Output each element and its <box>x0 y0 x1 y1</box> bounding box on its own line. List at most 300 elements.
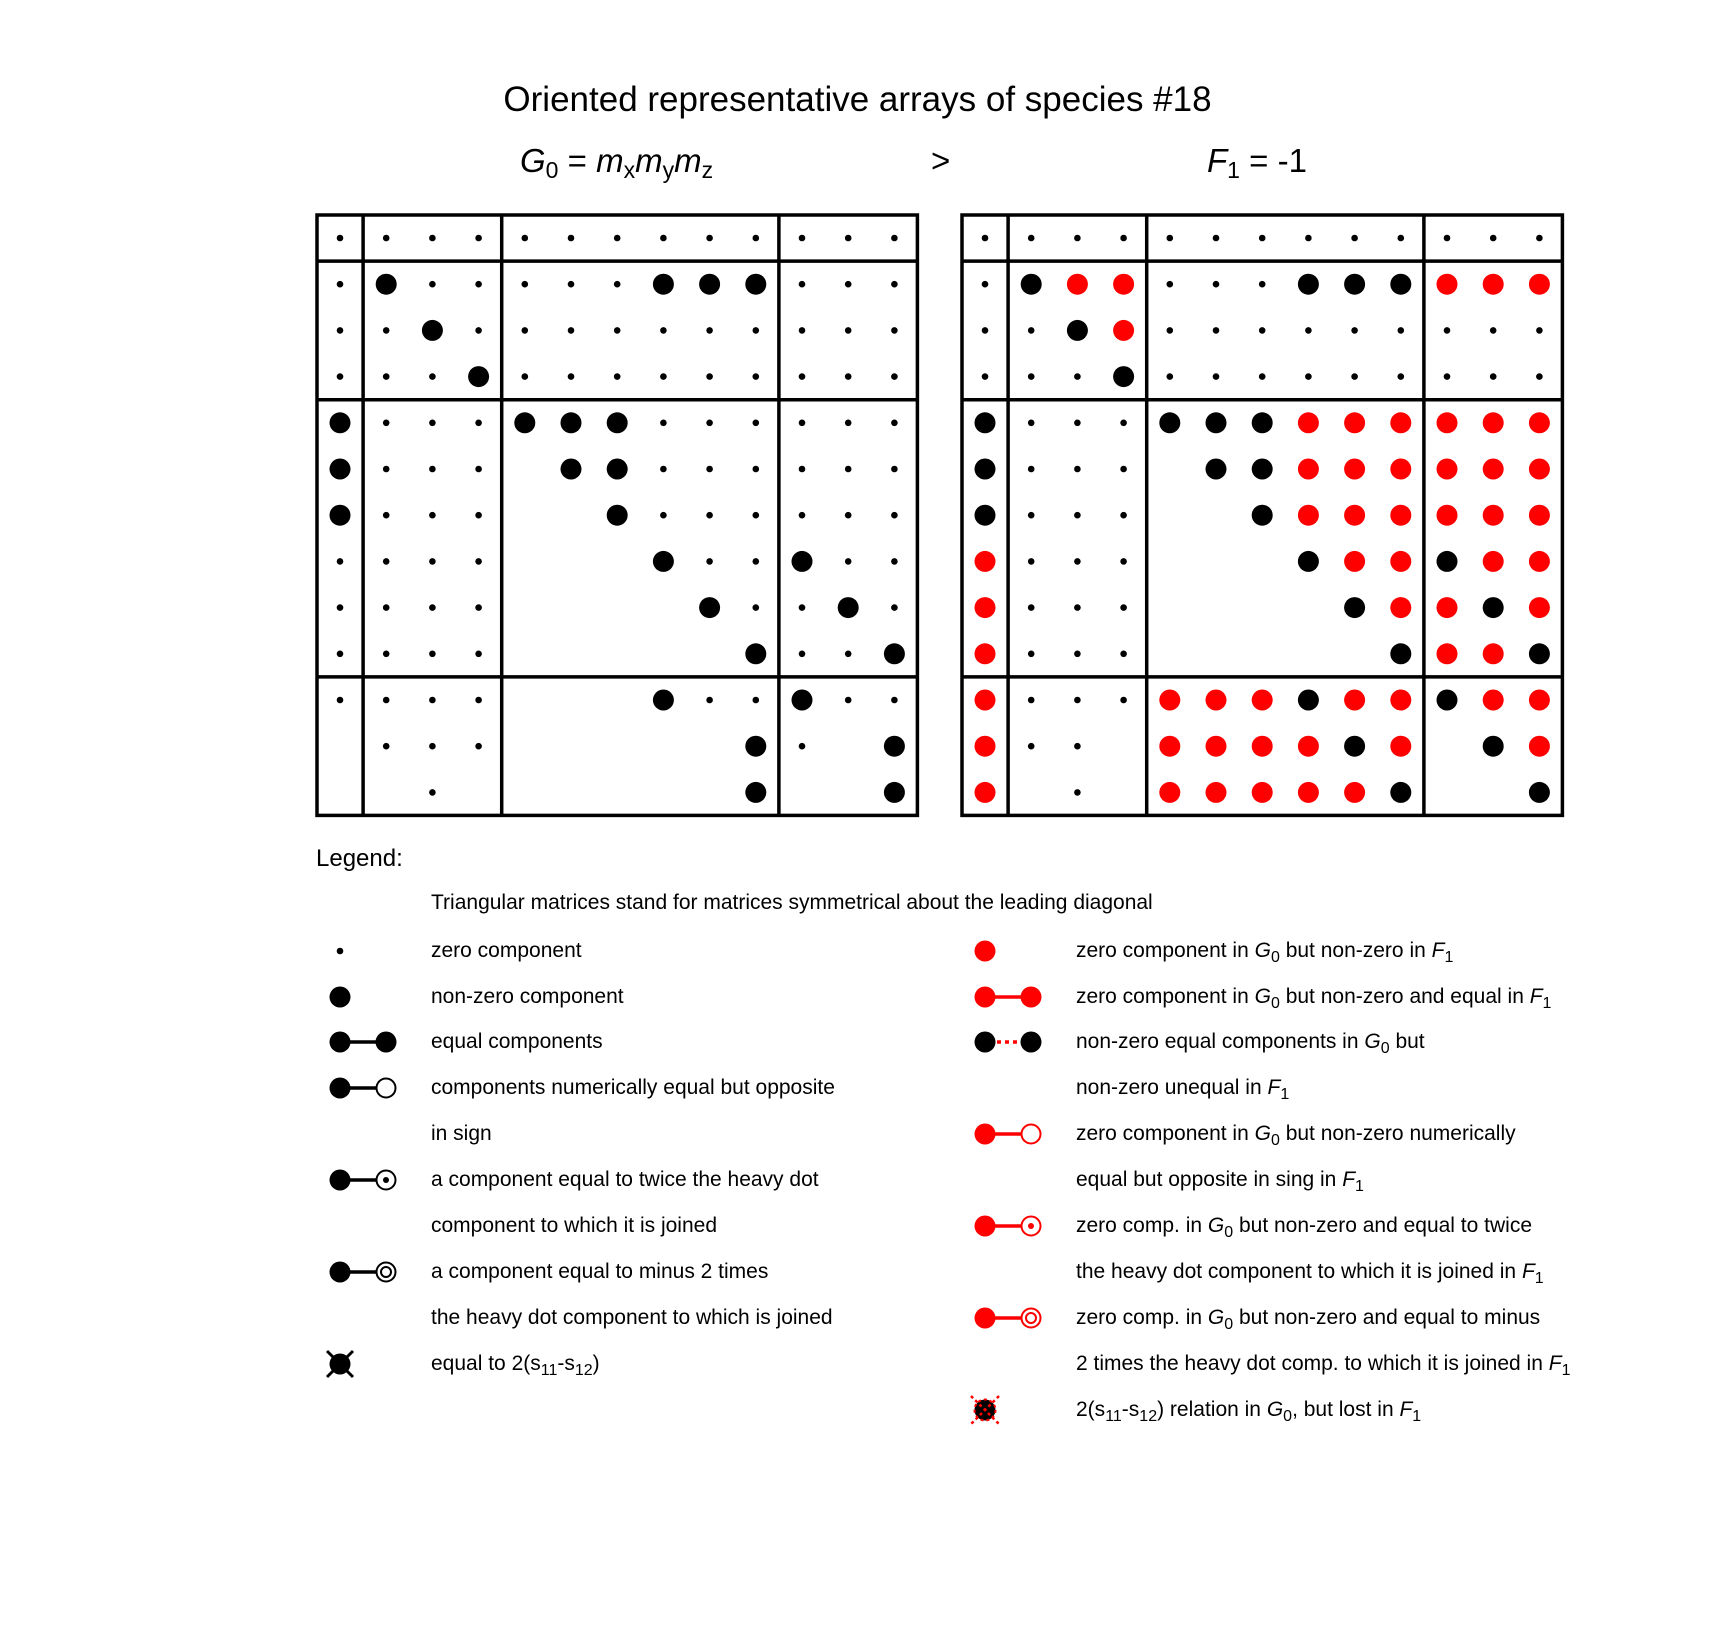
left-matrix-nonzero-cell <box>884 736 905 757</box>
right-matrix-red-cell <box>1483 690 1504 711</box>
left-matrix-zero-cell <box>383 743 390 750</box>
left-matrix-zero-cell <box>337 281 344 288</box>
left-matrix-zero-cell <box>475 466 482 473</box>
red-dot-icon <box>975 941 996 962</box>
left-matrix-zero-cell <box>337 697 344 704</box>
left-matrix-zero-cell <box>522 373 529 380</box>
right-matrix-nonzero-cell <box>1437 690 1458 711</box>
twice-icon <box>383 1177 389 1183</box>
left-matrix-nonzero-cell <box>607 459 628 480</box>
right-matrix-zero-cell <box>1074 604 1081 611</box>
left-matrix-zero-cell <box>475 651 482 658</box>
right-matrix-red-cell <box>1206 690 1227 711</box>
right-matrix-zero-cell <box>1490 373 1497 380</box>
right-matrix-zero-cell <box>1074 235 1081 242</box>
left-matrix-nonzero-cell <box>561 459 582 480</box>
left-matrix-nonzero-cell <box>330 505 351 526</box>
right-matrix-nonzero-cell <box>1113 366 1134 387</box>
legend-right-text: $2(s_{11}-s_{12})$ relation in $G_0$, but lost in $F_1$ <box>1076 1398 1422 1425</box>
left-matrix-zero-cell <box>429 281 436 288</box>
right-matrix-nonzero-cell <box>1437 551 1458 572</box>
right-matrix-zero-cell <box>1167 373 1174 380</box>
right-matrix-zero-cell <box>1398 373 1405 380</box>
left-matrix-zero-cell <box>706 466 713 473</box>
right-matrix-nonzero-cell <box>1529 782 1550 803</box>
right-matrix-zero-cell <box>1444 373 1451 380</box>
right-matrix-zero-cell <box>1028 373 1035 380</box>
right-matrix-zero-cell <box>1120 235 1127 242</box>
right-matrix-red-cell <box>1437 459 1458 480</box>
left-matrix-zero-cell <box>799 466 806 473</box>
left-matrix-zero-cell <box>568 327 575 334</box>
right-matrix-red-cell <box>1390 597 1411 618</box>
right-matrix-red-cell <box>1344 690 1365 711</box>
red-equal-icon <box>1021 987 1042 1008</box>
heavy-dot-icon <box>330 987 351 1008</box>
right-matrix-zero-cell <box>1444 327 1451 334</box>
red-minus-two-times-icon <box>1026 1313 1036 1323</box>
left-matrix-zero-cell <box>568 235 575 242</box>
right-matrix-nonzero-cell <box>1390 274 1411 295</box>
left-matrix-zero-cell <box>429 651 436 658</box>
g-subscript: 0 <box>545 157 559 183</box>
left-matrix-zero-cell <box>799 512 806 519</box>
left-matrix-zero-cell <box>337 327 344 334</box>
left-matrix-zero-cell <box>614 373 621 380</box>
right-matrix-nonzero-cell <box>1252 412 1273 433</box>
equal-components-icon <box>330 1032 351 1053</box>
right-matrix-red-cell <box>1483 274 1504 295</box>
right-matrix-nonzero-cell <box>1344 274 1365 295</box>
left-matrix-nonzero-cell <box>699 597 720 618</box>
right-matrix-zero-cell <box>1351 235 1358 242</box>
right-matrix-zero-cell <box>1028 743 1035 750</box>
left-matrix-zero-cell <box>753 604 760 611</box>
right-matrix-zero-cell <box>1398 327 1405 334</box>
left-matrix-nonzero-cell <box>745 274 766 295</box>
left-matrix-zero-cell <box>753 466 760 473</box>
legend-heading: Legend: <box>316 845 403 872</box>
right-matrix-zero-cell <box>982 373 989 380</box>
right-matrix-zero-cell <box>1028 558 1035 565</box>
left-matrix-zero-cell <box>799 743 806 750</box>
left-matrix-zero-cell <box>891 420 898 427</box>
legend-left-text: non-zero component <box>431 985 624 1008</box>
left-matrix-zero-cell <box>753 558 760 565</box>
left-matrix-zero-cell <box>337 651 344 658</box>
left-matrix-zero-cell <box>799 373 806 380</box>
left-matrix-zero-cell <box>522 281 529 288</box>
right-matrix-nonzero-cell <box>1344 597 1365 618</box>
right-matrix-red-cell <box>1390 412 1411 433</box>
right-matrix-red-cell <box>1529 736 1550 757</box>
page-title: Oriented representative arrays of species #18 <box>503 80 1212 119</box>
left-matrix-zero-cell <box>660 512 667 519</box>
right-matrix-zero-cell <box>1074 789 1081 796</box>
left-matrix-nonzero-cell <box>884 782 905 803</box>
right-matrix-red-cell <box>1529 459 1550 480</box>
right-matrix-nonzero-cell <box>975 505 996 526</box>
right-matrix-red-cell <box>1483 505 1504 526</box>
left-matrix-nonzero-cell <box>607 505 628 526</box>
right-matrix-red-cell <box>1529 274 1550 295</box>
right-matrix-red-cell <box>1298 782 1319 803</box>
right-matrix-zero-cell <box>1167 281 1174 288</box>
left-matrix-zero-cell <box>522 327 529 334</box>
left-matrix-zero-cell <box>660 327 667 334</box>
right-matrix-zero-cell <box>1028 604 1035 611</box>
right-matrix-red-cell <box>1252 690 1273 711</box>
left-matrix-nonzero-cell <box>745 782 766 803</box>
left-matrix-zero-cell <box>753 420 760 427</box>
left-matrix-zero-cell <box>891 235 898 242</box>
left-matrix-zero-cell <box>706 420 713 427</box>
legend-right-text: zero component in $G_0$ but non-zero in $F_1$ <box>1076 939 1454 966</box>
right-matrix-red-cell <box>1390 505 1411 526</box>
right-matrix-red-cell <box>1529 505 1550 526</box>
right-matrix-red-cell <box>1252 782 1273 803</box>
left-matrix-nonzero-cell <box>699 274 720 295</box>
right-matrix-red-cell <box>1206 736 1227 757</box>
left-matrix-zero-cell <box>660 420 667 427</box>
relation-symbol: > <box>931 142 951 179</box>
right-matrix-red-cell <box>975 690 996 711</box>
red-twice-icon <box>975 1216 996 1237</box>
left-matrix-nonzero-cell <box>514 412 535 433</box>
right-matrix-red-cell <box>1344 459 1365 480</box>
red-opposite-sign-icon <box>975 1124 996 1145</box>
right-matrix-red-cell <box>1344 551 1365 572</box>
left-matrix-zero-cell <box>337 235 344 242</box>
left-matrix-zero-cell <box>845 327 852 334</box>
right-matrix-red-cell <box>975 643 996 664</box>
right-matrix-red-cell <box>1529 597 1550 618</box>
red-twice-icon <box>1028 1223 1034 1229</box>
left-matrix-nonzero-cell <box>792 690 813 711</box>
right-matrix-red-cell <box>1529 412 1550 433</box>
left-matrix-zero-cell <box>660 466 667 473</box>
red-minus-two-times-icon <box>975 1308 996 1329</box>
legend-left-text: equal components <box>431 1030 603 1053</box>
left-matrix-nonzero-cell <box>653 274 674 295</box>
legend-left-text: a component equal to twice the heavy dot <box>431 1168 819 1191</box>
small-dot-icon <box>337 948 344 955</box>
left-matrix-nonzero-cell <box>330 412 351 433</box>
right-matrix-zero-cell <box>1213 327 1220 334</box>
right-matrix-red-cell <box>1298 412 1319 433</box>
right-matrix-red-cell <box>1483 643 1504 664</box>
left-matrix-nonzero-cell <box>792 551 813 572</box>
right-matrix-zero-cell <box>1028 420 1035 427</box>
left-matrix-zero-cell <box>799 235 806 242</box>
left-matrix-zero-cell <box>706 697 713 704</box>
left-matrix-zero-cell <box>337 558 344 565</box>
left-matrix-zero-cell <box>706 373 713 380</box>
legend-right-text: 2 times the heavy dot comp. to which it is joined in $F_1$ <box>1076 1352 1571 1379</box>
left-matrix-zero-cell <box>429 466 436 473</box>
right-matrix-zero-cell <box>1120 466 1127 473</box>
right-matrix-red-cell <box>975 782 996 803</box>
left-matrix-nonzero-cell <box>653 690 674 711</box>
left-matrix-zero-cell <box>845 512 852 519</box>
left-matrix-zero-cell <box>568 373 575 380</box>
legend-right-text: non-zero equal components in $G_0$ but <box>1076 1030 1425 1057</box>
right-matrix-zero-cell <box>1028 327 1035 334</box>
left-matrix-zero-cell <box>475 558 482 565</box>
left-matrix-zero-cell <box>891 697 898 704</box>
g-symbol: G <box>520 142 546 179</box>
legend-right-text: zero comp. in $G_0$ but non-zero and equal to minus <box>1076 1306 1541 1333</box>
left-matrix-zero-cell <box>753 235 760 242</box>
right-matrix-zero-cell <box>1028 697 1035 704</box>
right-matrix-red-cell <box>1437 505 1458 526</box>
left-matrix-zero-cell <box>568 281 575 288</box>
left-matrix-zero-cell <box>383 327 390 334</box>
right-matrix-nonzero-cell <box>1298 690 1319 711</box>
left-matrix-nonzero-cell <box>607 412 628 433</box>
right-matrix-red-cell <box>1113 274 1134 295</box>
left-matrix-zero-cell <box>706 235 713 242</box>
left-matrix-zero-cell <box>799 327 806 334</box>
right-matrix-zero-cell <box>1351 327 1358 334</box>
legend-right-text: equal but opposite in sing in $F_1$ <box>1076 1168 1364 1195</box>
left-matrix-zero-cell <box>383 512 390 519</box>
right-matrix-nonzero-cell <box>1483 597 1504 618</box>
right-matrix-red-cell <box>1483 459 1504 480</box>
left-matrix-zero-cell <box>799 281 806 288</box>
minus-two-times-icon <box>330 1262 351 1283</box>
right-matrix-zero-cell <box>1120 651 1127 658</box>
right-matrix-zero-cell <box>1490 327 1497 334</box>
left-matrix-zero-cell <box>429 512 436 519</box>
right-matrix-zero-cell <box>1444 235 1451 242</box>
opposite-sign-icon <box>330 1078 351 1099</box>
right-matrix-nonzero-cell <box>1021 274 1042 295</box>
right-matrix-red-cell <box>1113 320 1134 341</box>
right-matrix-zero-cell <box>982 327 989 334</box>
right-matrix-zero-cell <box>1259 281 1266 288</box>
right-matrix-zero-cell <box>1536 235 1543 242</box>
left-matrix-zero-cell <box>475 512 482 519</box>
right-matrix-nonzero-cell <box>1159 412 1180 433</box>
legend-left-text: the heavy dot component to which is joined <box>431 1306 833 1329</box>
left-matrix-zero-cell <box>475 697 482 704</box>
left-matrix-zero-cell <box>383 466 390 473</box>
term-mz: m <box>674 142 702 179</box>
left-matrix-zero-cell <box>891 558 898 565</box>
left-matrix-zero-cell <box>475 235 482 242</box>
left-matrix-zero-cell <box>799 420 806 427</box>
right-matrix-zero-cell <box>1028 512 1035 519</box>
left-matrix-nonzero-cell <box>422 320 443 341</box>
left-matrix-zero-cell <box>429 373 436 380</box>
left-matrix-zero-cell <box>845 420 852 427</box>
lost-equal-icon <box>975 1032 996 1053</box>
left-matrix-zero-cell <box>706 558 713 565</box>
right-matrix-zero-cell <box>1351 373 1358 380</box>
right-matrix-zero-cell <box>1213 281 1220 288</box>
legend-right-text: non-zero unequal in $F_1$ <box>1076 1076 1290 1103</box>
left-matrix-zero-cell <box>614 281 621 288</box>
left-matrix-zero-cell <box>753 697 760 704</box>
right-matrix-nonzero-cell <box>1298 551 1319 572</box>
right-matrix-nonzero-cell <box>975 459 996 480</box>
right-matrix-zero-cell <box>1536 373 1543 380</box>
left-matrix-zero-cell <box>799 651 806 658</box>
left-matrix-zero-cell <box>383 604 390 611</box>
right-matrix-red-cell <box>1344 505 1365 526</box>
left-matrix-zero-cell <box>429 743 436 750</box>
left-matrix-zero-cell <box>429 697 436 704</box>
right-matrix-zero-cell <box>1305 327 1312 334</box>
right-matrix-red-cell <box>1298 736 1319 757</box>
legend-left-text: a component equal to minus 2 times <box>431 1260 769 1283</box>
left-matrix-zero-cell <box>660 373 667 380</box>
right-matrix-nonzero-cell <box>1067 320 1088 341</box>
term-mz-sub: z <box>701 157 714 183</box>
right-matrix-red-cell <box>1298 459 1319 480</box>
left-matrix-zero-cell <box>799 604 806 611</box>
right-matrix-zero-cell <box>982 281 989 288</box>
right-matrix-zero-cell <box>1074 697 1081 704</box>
lost-equal-icon <box>1021 1032 1042 1053</box>
right-matrix-nonzero-cell <box>1252 459 1273 480</box>
left-matrix-nonzero-cell <box>376 274 397 295</box>
right-matrix-zero-cell <box>1120 420 1127 427</box>
right-matrix-red-cell <box>1529 551 1550 572</box>
left-matrix-zero-cell <box>337 373 344 380</box>
left-matrix-nonzero-cell <box>653 551 674 572</box>
left-matrix-zero-cell <box>891 512 898 519</box>
right-matrix-zero-cell <box>1074 373 1081 380</box>
right-matrix-zero-cell <box>1259 373 1266 380</box>
right-matrix-nonzero-cell <box>1390 643 1411 664</box>
right-matrix-zero-cell <box>1305 235 1312 242</box>
right-matrix-red-cell <box>1437 274 1458 295</box>
left-matrix-zero-cell <box>845 281 852 288</box>
left-matrix-zero-cell <box>475 281 482 288</box>
equal-components-icon <box>376 1032 397 1053</box>
red-equal-icon <box>975 987 996 1008</box>
right-matrix-red-cell <box>1483 551 1504 572</box>
left-matrix-zero-cell <box>383 235 390 242</box>
left-matrix-zero-cell <box>845 466 852 473</box>
right-matrix-red-cell <box>1344 782 1365 803</box>
left-matrix-zero-cell <box>753 512 760 519</box>
left-matrix-nonzero-cell <box>468 366 489 387</box>
right-matrix-zero-cell <box>1305 373 1312 380</box>
legend-right-text: the heavy dot component to which it is joined in $F_1$ <box>1076 1260 1544 1287</box>
right-matrix-nonzero-cell <box>1529 643 1550 664</box>
left-matrix-zero-cell <box>383 420 390 427</box>
left-matrix-zero-cell <box>660 235 667 242</box>
legend-left-text: equal to $2(s_{11}-s_{12})$ <box>431 1352 600 1379</box>
right-matrix-nonzero-cell <box>1206 459 1227 480</box>
right-matrix-zero-cell <box>1074 420 1081 427</box>
right-matrix-zero-cell <box>982 235 989 242</box>
term-mx: m <box>596 142 624 179</box>
right-matrix-red-cell <box>1390 459 1411 480</box>
left-matrix-zero-cell <box>475 327 482 334</box>
minus-two-times-icon <box>381 1267 391 1277</box>
left-matrix-zero-cell <box>891 604 898 611</box>
left-matrix-zero-cell <box>614 235 621 242</box>
left-matrix-zero-cell <box>429 604 436 611</box>
right-matrix-zero-cell <box>1167 235 1174 242</box>
left-matrix-zero-cell <box>753 373 760 380</box>
right-matrix-zero-cell <box>1074 558 1081 565</box>
right-matrix-nonzero-cell <box>1390 782 1411 803</box>
left-matrix-zero-cell <box>383 558 390 565</box>
right-matrix-zero-cell <box>1028 651 1035 658</box>
left-matrix-zero-cell <box>383 697 390 704</box>
left-matrix-zero-cell <box>337 604 344 611</box>
left-matrix-nonzero-cell <box>745 643 766 664</box>
right-matrix-red-cell <box>975 736 996 757</box>
right-matrix-red-cell <box>1437 643 1458 664</box>
f-subscript: 1 <box>1227 157 1240 183</box>
left-matrix-nonzero-cell <box>330 459 351 480</box>
right-matrix-zero-cell <box>1074 512 1081 519</box>
right-matrix-zero-cell <box>1120 558 1127 565</box>
left-matrix-zero-cell <box>891 281 898 288</box>
left-matrix-zero-cell <box>429 789 436 796</box>
right-matrix-zero-cell <box>1120 512 1127 519</box>
term-my-sub: y <box>662 157 675 183</box>
right-matrix-red-cell <box>1390 551 1411 572</box>
right-matrix-zero-cell <box>1213 373 1220 380</box>
legend-note: Triangular matrices stand for matrices symmetrical about the leading diagonal <box>431 891 1153 914</box>
equals-sign: = <box>558 142 597 179</box>
f-value: = -1 <box>1239 142 1307 179</box>
right-matrix-red-cell <box>1390 690 1411 711</box>
legend-right-text: zero component in $G_0$ but non-zero and equal in $F_1$ <box>1076 985 1552 1012</box>
twice-icon <box>330 1170 351 1191</box>
left-matrix-nonzero-cell <box>745 736 766 757</box>
legend-left-text: components numerically equal but opposite <box>431 1076 835 1099</box>
right-matrix-red-cell <box>1390 736 1411 757</box>
right-matrix-red-cell <box>1252 736 1273 757</box>
term-mx-sub: x <box>623 157 636 183</box>
right-matrix-red-cell <box>1159 782 1180 803</box>
left-matrix-zero-cell <box>383 651 390 658</box>
left-matrix-nonzero-cell <box>884 643 905 664</box>
right-matrix-zero-cell <box>1074 651 1081 658</box>
right-matrix-nonzero-cell <box>1344 736 1365 757</box>
legend-left-text: component to which it is joined <box>431 1214 717 1237</box>
left-matrix-nonzero-cell <box>838 597 859 618</box>
term-my: m <box>635 142 663 179</box>
right-matrix-red-cell <box>1159 736 1180 757</box>
f-symbol: F <box>1207 142 1228 179</box>
right-matrix-zero-cell <box>1120 604 1127 611</box>
right-matrix-red-cell <box>1529 690 1550 711</box>
right-matrix-nonzero-cell <box>1206 412 1227 433</box>
left-matrix-zero-cell <box>753 327 760 334</box>
right-matrix-zero-cell <box>1259 327 1266 334</box>
right-matrix-red-cell <box>1437 597 1458 618</box>
legend-left-text: in sign <box>431 1122 492 1145</box>
right-matrix-red-cell <box>975 597 996 618</box>
left-matrix-nonzero-cell <box>561 412 582 433</box>
right-matrix-nonzero-cell <box>975 412 996 433</box>
right-matrix-zero-cell <box>1398 235 1405 242</box>
left-matrix-zero-cell <box>845 651 852 658</box>
left-matrix-zero-cell <box>845 697 852 704</box>
right-matrix-zero-cell <box>1490 235 1497 242</box>
right-matrix-zero-cell <box>1074 743 1081 750</box>
right-matrix-red-cell <box>1159 690 1180 711</box>
